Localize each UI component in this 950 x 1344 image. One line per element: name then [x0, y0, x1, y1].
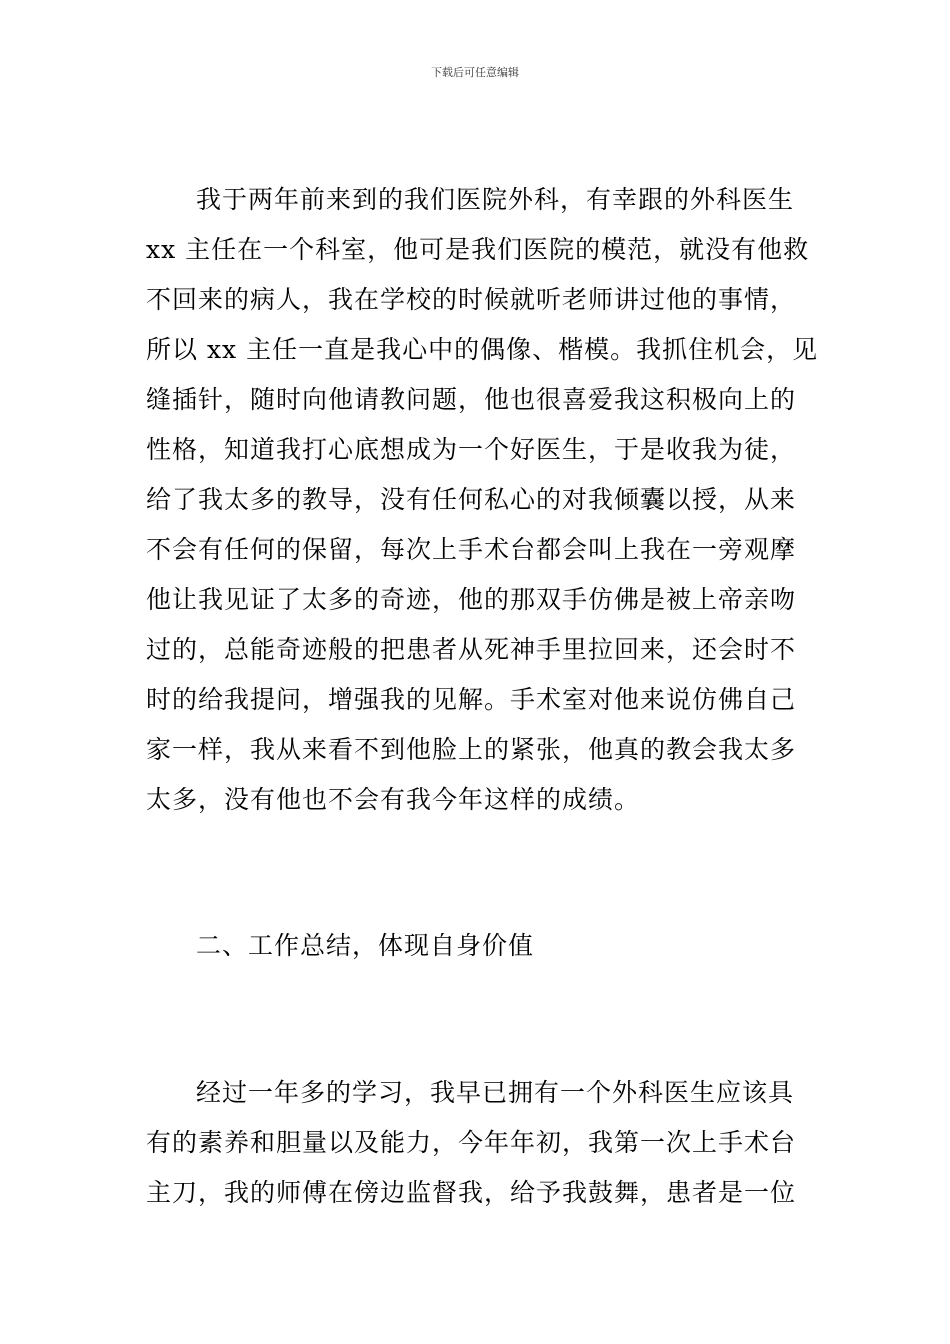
text-line: 时的给我提问，增强我的见解。手术室对他来说仿佛自己: [146, 685, 797, 714]
text-line: 所以 xx 主任一直是我心中的偶像、楷模。我抓住机会，见: [146, 335, 819, 364]
text-line: 主刀，我的师傅在傍边监督我，给予我鼓舞，患者是一位: [146, 1178, 797, 1207]
text-line: 家一样，我从来看不到他脸上的紧张，他真的教会我太多: [146, 735, 797, 764]
text-line: 太多，没有他也不会有我今年这样的成绩。: [146, 785, 641, 814]
page-header: 下载后可任意编辑: [431, 66, 519, 79]
text-line: 性格，知道我打心底想成为一个好医生，于是收我为徒，: [146, 435, 797, 464]
section-heading: 二、工作总结，体现自身价值: [196, 931, 535, 960]
text-line: 不会有任何的保留，每次上手术台都会叫上我在一旁观摩: [146, 535, 797, 564]
text-line: 经过一年多的学习，我早已拥有一个外科医生应该具: [196, 1078, 795, 1107]
text-line: 不回来的病人，我在学校的时候就听老师讲过他的事情，: [146, 285, 797, 314]
text-line: xx 主任在一个科室，他可是我们医院的模范，就没有他救: [146, 235, 810, 264]
text-line: 他让我见证了太多的奇迹，他的那双手仿佛是被上帝亲吻: [146, 585, 797, 614]
text-line: 有的素养和胆量以及能力，今年年初，我第一次上手术台: [146, 1128, 797, 1157]
text-line: 给了我太多的教导，没有任何私心的对我倾囊以授，从来: [146, 485, 797, 514]
text-line: 缝插针，随时向他请教问题，他也很喜爱我这积极向上的: [146, 385, 797, 414]
text-line: 我于两年前来到的我们医院外科，有幸跟的外科医生: [196, 185, 795, 214]
text-line: 过的，总能奇迹般的把患者从死神手里拉回来，还会时不: [146, 635, 797, 664]
